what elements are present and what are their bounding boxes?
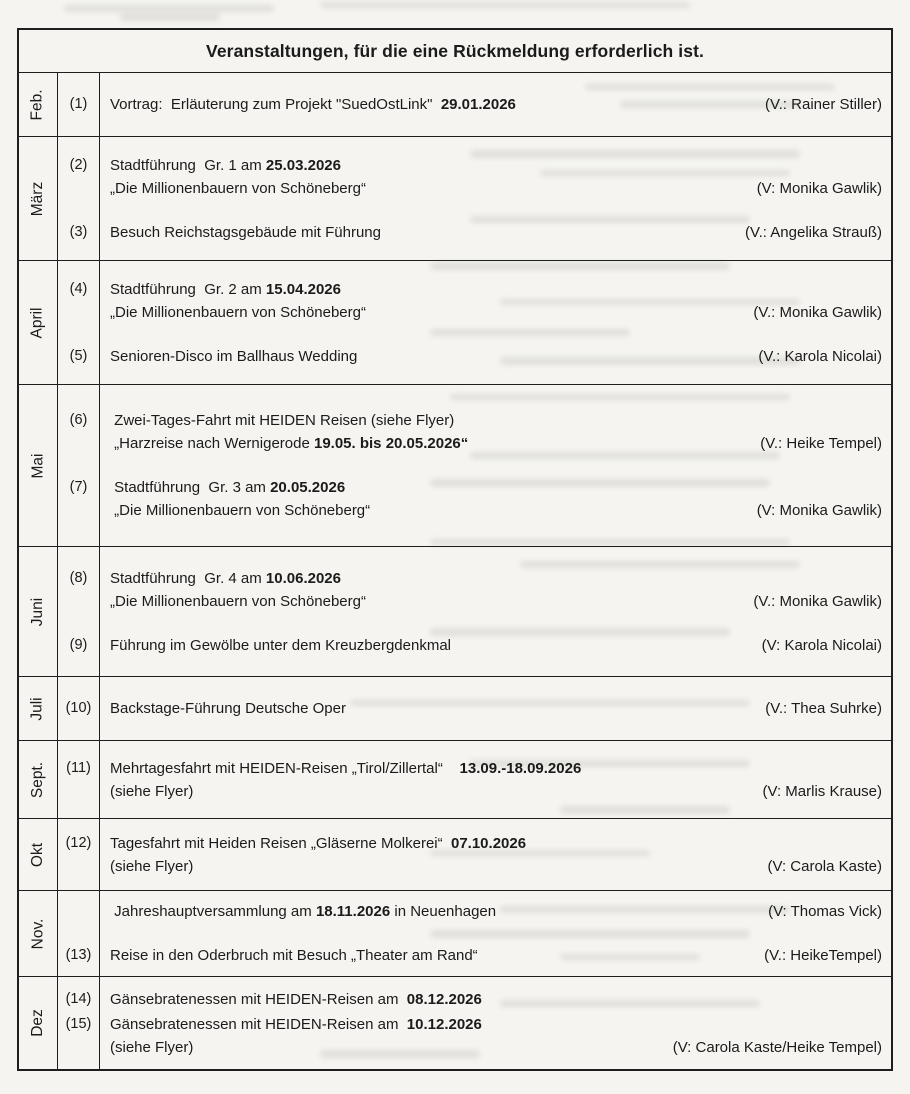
- event-number: (2): [69, 156, 88, 173]
- month-label: Feb.: [28, 88, 46, 121]
- organizer-label: (V: Karola Nicolai): [761, 636, 882, 654]
- event-text: [110, 780, 193, 803]
- event-text-segment: in Neuenhagen: [390, 903, 497, 920]
- event-line: [110, 154, 882, 177]
- organizer-label: (V.: Heike Tempel): [760, 435, 882, 452]
- event-number: (14): [65, 990, 92, 1007]
- month-group-row: [19, 261, 891, 385]
- event-text: [110, 900, 496, 923]
- event-text: [110, 634, 451, 657]
- event-lines: [99, 221, 891, 244]
- event-text: [110, 944, 478, 967]
- event-text-segment: „Die Millionenbauern von Schöneberg“: [110, 303, 366, 321]
- event-line: [110, 590, 882, 613]
- event-text-segment: Vortrag: Erläuterung zum Projekt "SuedOstLink": [110, 96, 441, 113]
- event-row: [58, 93, 891, 116]
- event-line: [110, 832, 882, 855]
- event-row: [58, 900, 891, 923]
- event-line: [110, 345, 882, 368]
- event-date-text: 18.11.2026: [315, 903, 391, 920]
- event-lines: [99, 154, 891, 200]
- event-text: [110, 499, 370, 522]
- organizer-label: (V.: Angelika Strauß): [744, 223, 882, 241]
- event-text-segment: Stadtführung Gr. 2 am: [110, 280, 266, 298]
- event-text: [110, 590, 366, 613]
- organizer-label: (V: Carola Kaste): [767, 857, 882, 875]
- organizer-label: (V: Monika Gawlik): [756, 502, 882, 519]
- month-cell: [19, 73, 58, 136]
- organizer-label: (V.: Monika Gawlik): [753, 592, 882, 610]
- event-number: (10): [65, 700, 92, 716]
- event-text: [110, 697, 346, 720]
- organizer-label: (V.: Rainer Stiller): [765, 96, 882, 113]
- event-row: [58, 832, 891, 878]
- month-events-cell: [58, 977, 891, 1069]
- month-events-cell: [58, 891, 891, 976]
- event-lines: [99, 1013, 891, 1059]
- month-cell: [19, 137, 58, 260]
- event-text-segment: Stadtführung Gr. 1 am: [110, 156, 266, 174]
- event-line: [110, 278, 882, 301]
- event-text-segment: Backstage-Führung Deutsche Oper: [110, 700, 346, 717]
- month-events-cell: [58, 137, 891, 260]
- month-group-row: [19, 741, 891, 819]
- organizer-label: (V.: Karola Nicolai): [758, 347, 882, 365]
- event-text: [110, 345, 357, 368]
- event-lines: [99, 409, 891, 455]
- event-date-text: 29.01.2026: [440, 96, 516, 113]
- month-label: Nov.: [28, 918, 46, 949]
- event-text: [110, 432, 468, 455]
- event-row: [58, 278, 891, 324]
- event-text: [110, 832, 526, 855]
- month-label: Mai: [28, 453, 46, 478]
- event-line: [110, 988, 882, 1011]
- event-lines: [99, 697, 891, 720]
- event-line: [110, 697, 882, 720]
- event-number: (11): [66, 759, 91, 776]
- event-date-text: 20.05.2026: [270, 479, 346, 496]
- event-text-segment: Besuch Reichstagsgebäude mit Führung: [110, 223, 381, 241]
- event-text-segment: „Die Millionenbauern von Schöneberg“: [110, 179, 366, 197]
- event-row: [58, 476, 891, 522]
- month-cell: [19, 891, 58, 976]
- event-text-segment: (siehe Flyer): [110, 857, 194, 875]
- event-text-segment: „Harzreise nach Wernigerode: [110, 435, 314, 452]
- event-row: [58, 154, 891, 200]
- event-text: [110, 1013, 482, 1036]
- month-events-cell: [58, 547, 891, 676]
- event-text-segment: Stadtführung Gr. 3 am: [110, 479, 271, 496]
- month-group-row: [19, 677, 891, 741]
- event-text: [110, 988, 482, 1011]
- event-text: [110, 177, 366, 200]
- event-line: [110, 93, 882, 116]
- month-events-cell: [58, 261, 891, 384]
- event-text: [110, 567, 341, 590]
- organizer-label: (V.: Monika Gawlik): [753, 303, 882, 321]
- month-group-row: [19, 891, 891, 977]
- month-cell: [19, 261, 58, 384]
- event-lines: [99, 278, 891, 324]
- event-line: [110, 855, 882, 878]
- event-text-segment: (siehe Flyer): [110, 782, 194, 800]
- month-label: April: [28, 306, 46, 339]
- month-group-row: [19, 385, 891, 547]
- event-text: [110, 93, 516, 116]
- month-events-cell: [58, 741, 891, 818]
- event-line: [110, 1036, 882, 1059]
- event-row: [58, 409, 891, 455]
- event-date-text: 25.03.2026: [265, 156, 341, 174]
- event-number: (12): [65, 834, 92, 851]
- event-line: [110, 476, 882, 499]
- event-date-text: 07.10.2026: [450, 834, 527, 852]
- event-text-segment: Stadtführung Gr. 4 am: [110, 569, 266, 587]
- event-number: (4): [69, 280, 88, 297]
- month-group-row: [19, 977, 891, 1069]
- organizer-label: (V: Carola Kaste/Heike Tempel): [672, 1038, 882, 1056]
- event-lines: [99, 345, 891, 368]
- event-text-segment: „Die Millionenbauern von Schöneberg“: [110, 592, 366, 610]
- bleedthrough-artifact: [320, 2, 690, 8]
- month-events-cell: [58, 73, 891, 136]
- month-label: Juli: [28, 696, 46, 721]
- event-text: [110, 221, 381, 244]
- event-number: (9): [69, 636, 88, 653]
- event-text-segment: Gänsebratenessen mit HEIDEN-Reisen am: [110, 1015, 407, 1033]
- event-row: [58, 634, 891, 657]
- event-date-text: 13.09.-18.09.2026: [459, 759, 582, 777]
- organizer-label: (V: Marlis Krause): [762, 782, 882, 800]
- event-text-segment: (siehe Flyer): [110, 1038, 194, 1056]
- bleedthrough-artifact: [120, 13, 220, 21]
- organizer-label: (V.: Thea Suhrke): [765, 700, 882, 717]
- event-lines: [99, 93, 891, 116]
- event-lines: [99, 634, 891, 657]
- month-label: Juni: [29, 597, 46, 626]
- event-row: [58, 757, 891, 803]
- month-events-cell: [58, 385, 891, 546]
- event-lines: [99, 944, 891, 967]
- event-number: (8): [69, 569, 88, 586]
- event-row: [58, 221, 891, 244]
- event-text-segment: Mehrtagesfahrt mit HEIDEN-Reisen „Tirol/Zillertal“: [110, 759, 460, 777]
- event-line: [110, 177, 882, 200]
- month-cell: [19, 819, 58, 890]
- event-date-text: 10.06.2026: [265, 569, 341, 587]
- event-lines: [99, 757, 891, 803]
- event-number: (7): [69, 479, 88, 495]
- event-text-segment: Führung im Gewölbe unter dem Kreuzbergdenkmal: [110, 636, 452, 654]
- event-text-segment: Tagesfahrt mit Heiden Reisen „Gläserne Molkerei“: [110, 834, 451, 852]
- bleedthrough-artifact: [64, 5, 274, 12]
- event-number: (6): [69, 412, 88, 428]
- event-line: [110, 432, 882, 455]
- event-text-segment: Reise in den Oderbruch mit Besuch „Theater am Rand“: [110, 947, 478, 964]
- event-text-segment: Gänsebratenessen mit HEIDEN-Reisen am: [110, 990, 407, 1008]
- month-group-row: [19, 547, 891, 677]
- organizer-label: (V.: HeikeTempel): [764, 947, 882, 964]
- month-events-cell: [58, 677, 891, 740]
- event-lines: [99, 832, 891, 878]
- event-line: [110, 567, 882, 590]
- month-label: März: [28, 181, 46, 216]
- month-label: Okt: [29, 842, 46, 867]
- event-number: (3): [69, 223, 88, 240]
- event-lines: [99, 900, 891, 923]
- event-line: [110, 301, 882, 324]
- event-date-text: 15.04.2026: [265, 280, 341, 298]
- event-lines: [99, 476, 891, 522]
- month-cell: [19, 977, 58, 1069]
- event-text-segment: Zwei-Tages-Fahrt mit HEIDEN Reisen (siehe Flyer): [110, 412, 455, 429]
- event-number: [58, 900, 99, 923]
- event-text: [110, 1036, 193, 1059]
- month-cell: [19, 385, 58, 546]
- event-row: [58, 567, 891, 613]
- event-text: [110, 301, 366, 324]
- event-row: [58, 988, 891, 1011]
- events-table-body: [19, 73, 891, 1069]
- event-row: [58, 697, 891, 720]
- event-line: [110, 409, 882, 432]
- organizer-label: (V: Monika Gawlik): [756, 179, 882, 197]
- event-text-segment: Jahreshauptversammlung am: [110, 903, 316, 920]
- event-lines: [99, 988, 891, 1011]
- month-events-cell: [58, 819, 891, 890]
- month-label: Sept.: [28, 761, 46, 798]
- event-line: [110, 1013, 882, 1036]
- event-text: [110, 855, 193, 878]
- event-lines: [99, 567, 891, 613]
- event-number: (1): [69, 96, 88, 112]
- month-group-row: [19, 819, 891, 891]
- event-text: [110, 154, 341, 177]
- events-table: [17, 28, 893, 1071]
- event-line: [110, 499, 882, 522]
- event-line: [110, 221, 882, 244]
- month-cell: [19, 741, 58, 818]
- month-group-row: [19, 137, 891, 261]
- event-number: (13): [65, 947, 92, 963]
- event-text: [110, 476, 345, 499]
- event-row: [58, 345, 891, 368]
- event-text: [110, 757, 581, 780]
- event-text: [110, 409, 454, 432]
- month-group-row: [19, 73, 891, 137]
- event-line: [110, 900, 882, 923]
- event-text-segment: Senioren-Disco im Ballhaus Wedding: [110, 347, 358, 365]
- event-row: [58, 944, 891, 967]
- event-line: [110, 634, 882, 657]
- event-row: [58, 1013, 891, 1059]
- organizer-label: (V: Thomas Vick): [768, 903, 882, 920]
- event-text-segment: „Die Millionenbauern von Schöneberg“: [110, 502, 371, 519]
- event-line: [110, 757, 882, 780]
- event-line: [110, 780, 882, 803]
- month-label: Dez: [28, 1009, 46, 1037]
- event-date-text: 08.12.2026: [406, 990, 482, 1008]
- event-date-text: 19.05. bis 20.05.2026“: [313, 435, 469, 452]
- month-cell: [19, 547, 58, 676]
- month-cell: [19, 677, 58, 740]
- event-line: [110, 944, 882, 967]
- event-text: [110, 278, 341, 301]
- event-number: (5): [69, 347, 88, 364]
- event-number: (15): [65, 1015, 92, 1032]
- table-title: Veranstaltungen, für die eine Rückmeldung erforderlich ist.: [19, 30, 891, 73]
- event-date-text: 10.12.2026: [406, 1015, 482, 1033]
